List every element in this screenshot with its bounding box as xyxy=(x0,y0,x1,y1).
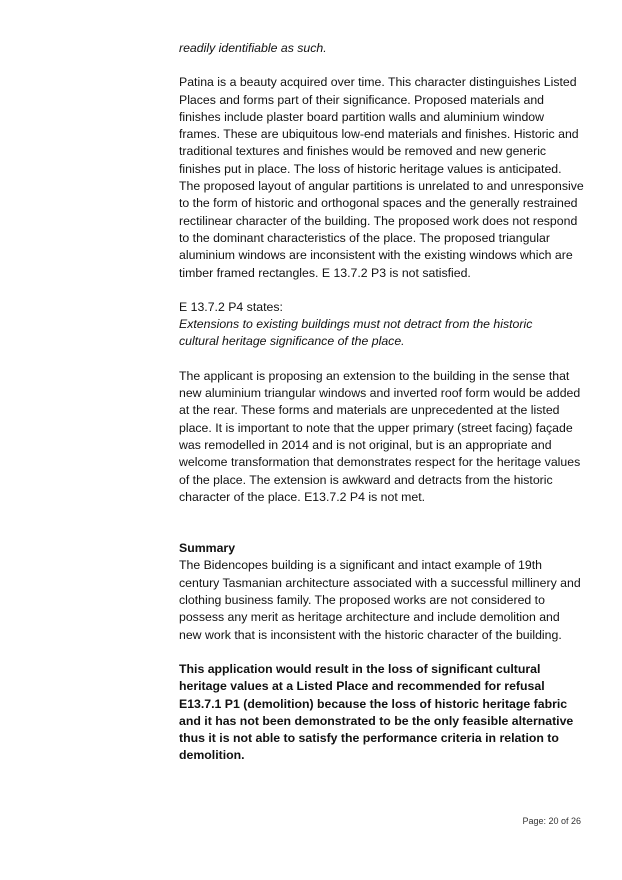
paragraph-patina xyxy=(179,74,589,282)
text-line: new aluminium triangular windows and inverted roof form would be added xyxy=(179,386,581,401)
text-line: possess any merit as heritage architecture and include demolition and xyxy=(179,610,560,625)
text-line: of the place. The extension is awkward and detracts from the historic xyxy=(179,472,553,487)
text-line: aluminium windows are inconsistent with the existing windows which are xyxy=(179,248,573,263)
text-line: rectilinear character of the building. The proposed work does not respond xyxy=(179,213,578,228)
paragraph-conclusion xyxy=(179,661,589,765)
text-line: finishes put in place. The loss of historic heritage values is anticipated. xyxy=(179,161,562,176)
text-line: place. It is important to note that the upper primary (street facing) façade xyxy=(179,420,573,435)
page-number: Page: 20 of 26 xyxy=(522,816,581,826)
text-line: Places and forms part of their significance. Proposed materials and xyxy=(179,92,544,107)
text-line: The Bidencopes building is a significant and intact example of 19th xyxy=(179,558,542,573)
text-line: and it has not been demonstrated to be the only feasible alternative xyxy=(179,713,574,728)
text-line: new work that is inconsistent with the historic character of the building. xyxy=(179,627,562,642)
text-line: century Tasmanian architecture associated with a successful millinery and xyxy=(179,575,581,590)
text-line: to the dominant characteristics of the place. The proposed triangular xyxy=(179,230,550,245)
text-line: frames. These are ubiquitous low-end materials and finishes. Historic and xyxy=(179,127,579,142)
text-line: heritage values at a Listed Place and recommended for refusal xyxy=(179,679,545,694)
text-line: to the form of historic and orthogonal spaces and the generally restrained xyxy=(179,196,578,211)
text-line: Patina is a beauty acquired over time. This character distinguishes Listed xyxy=(179,75,577,90)
text-line: finishes include plaster board partition walls and aluminium window xyxy=(179,109,544,124)
text-line: timber framed rectangles. E 13.7.2 P3 is not satisfied. xyxy=(179,265,471,280)
intro-quote-tail: readily identifiable as such. xyxy=(179,41,327,55)
text-line: welcome transformation that demonstrates respect for the heritage values xyxy=(179,455,581,470)
text-line: traditional textures and finishes would be removed and new generic xyxy=(179,144,547,159)
text-line: at the rear. These forms and materials are unprecedented at the listed xyxy=(179,403,560,418)
text-line: E13.7.1 P1 (demolition) because the loss of historic heritage fabric xyxy=(179,696,568,711)
quote-line: Extensions to existing buildings must not detract from the historic xyxy=(179,317,533,332)
text-line: This application would result in the loss of significant cultural xyxy=(179,661,541,676)
paragraph-extension xyxy=(179,368,589,506)
text-line: was remodelled in 2014 and is not original, but is an appropriate and xyxy=(179,437,552,452)
text-line: demolition. xyxy=(179,748,245,763)
quote-line: cultural heritage significance of the place. xyxy=(179,334,405,349)
text-line: The proposed layout of angular partitions is unrelated to and unresponsive xyxy=(179,179,584,194)
text-line: clothing business family. The proposed works are not considered to xyxy=(179,593,545,608)
page-body xyxy=(179,40,589,765)
text-line: The applicant is proposing an extension to the building in the sense that xyxy=(179,368,570,383)
p4-heading: E 13.7.2 P4 states: xyxy=(179,299,283,314)
summary-heading: Summary xyxy=(179,541,236,556)
paragraph-summary xyxy=(179,557,589,643)
p4-quote xyxy=(179,316,589,351)
text-line: character of the place. E13.7.2 P4 is not met. xyxy=(179,489,426,504)
text-line: thus it is not able to satisfy the performance criteria in relation to xyxy=(179,731,559,746)
